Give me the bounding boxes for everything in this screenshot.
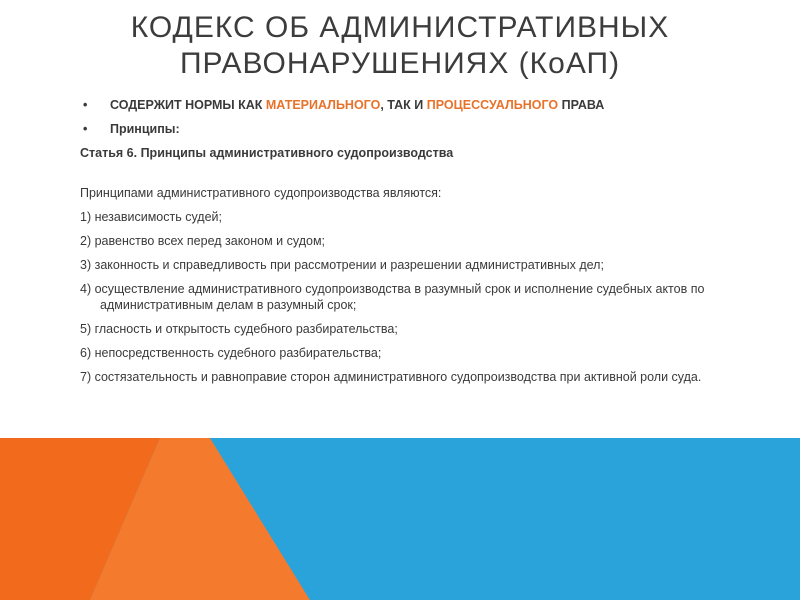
principle-item: 5) гласность и открытость судебного разбирательства; [80, 322, 398, 336]
content-body [80, 97, 720, 393]
bullet-text-principles: Принципы: [110, 122, 180, 136]
article-heading: Статья 6. Принципы административного судопроизводства [80, 146, 454, 160]
bullet-text-part-1: СОДЕРЖИТ НОРМЫ КАК [110, 98, 266, 112]
bullet-item-norms [80, 97, 720, 113]
principle-item: 6) непосредственность судебного разбирательства; [80, 346, 382, 360]
principle-item: 7) состязательность и равноправие сторон административного судопроизводства при активной роли суда. [80, 370, 702, 384]
bullet-text-part-2: , ТАК И [380, 98, 427, 112]
title-line-2: ПРАВОНАРУШЕНИЯХ (КоАП) [179, 47, 621, 80]
principle-item: 4) осуществление административного судопроизводства в разумный срок и исполнение судебных актов по административным делам в разумный срок; [80, 282, 705, 312]
bullet-marker: • [83, 98, 88, 112]
highlight-procedural: ПРОЦЕССУАЛЬНОГО [426, 98, 559, 112]
bullet-marker: • [83, 122, 88, 136]
intro-paragraph: Принципами административного судопроизводства являются: [80, 186, 442, 200]
bullet-text-part-3: ПРАВА [558, 98, 605, 112]
principle-item: 2) равенство всех перед законом и судом; [80, 234, 326, 248]
blue-diagonal-shape [210, 438, 800, 600]
highlight-material: МАТЕРИАЛЬНОГО [265, 98, 381, 112]
bullet-item-principles [80, 121, 720, 137]
principle-item: 1) независимость судей; [80, 210, 222, 224]
title-line-1: КОДЕКС ОБ АДМИНИСТРАТИВНЫХ [130, 11, 670, 44]
page-title [70, 10, 730, 82]
principle-item: 3) законность и справедливость при рассмотрении и разрешении административных дел; [80, 258, 604, 272]
